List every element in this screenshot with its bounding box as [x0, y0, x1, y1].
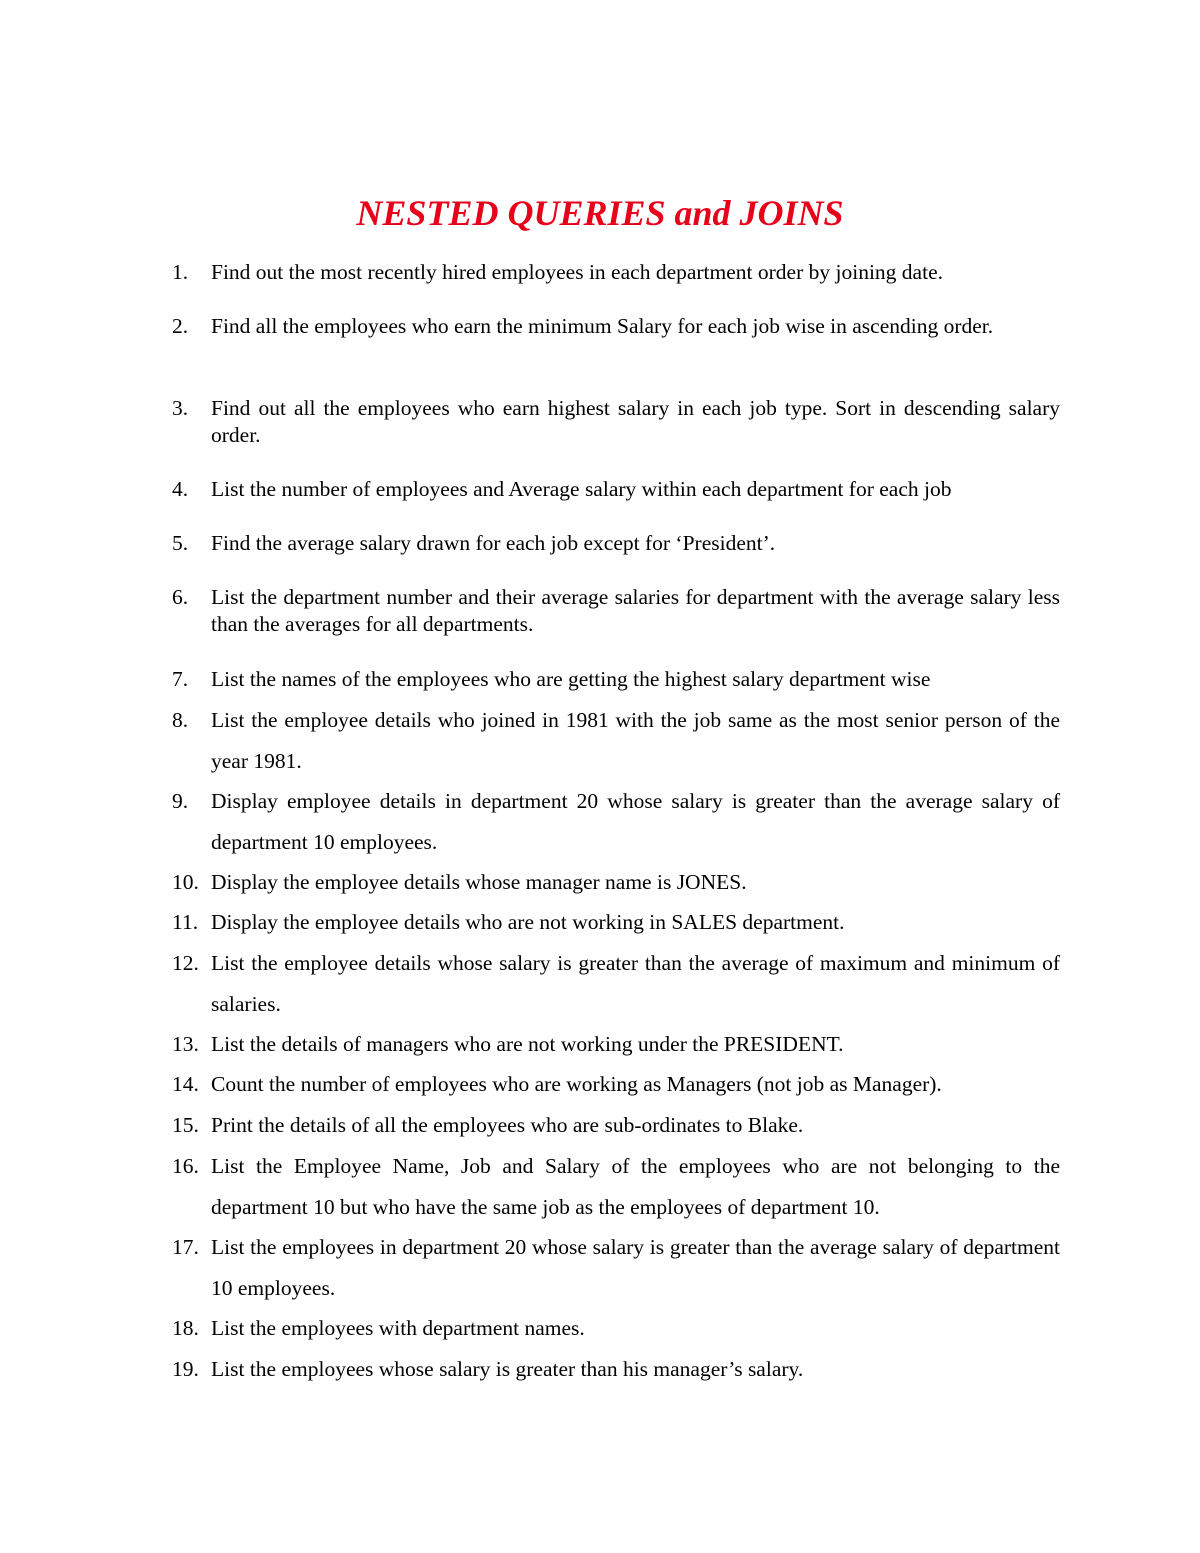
- list-item: [172, 395, 1060, 449]
- item-number: 18.: [172, 1316, 199, 1340]
- item-text: Find the average salary drawn for each job except for ‘President’.: [211, 531, 776, 555]
- list-item: [172, 1349, 1060, 1390]
- item-number: 4.: [172, 477, 189, 501]
- item-number: 16.: [172, 1154, 199, 1178]
- item-text: List the number of employees and Average salary within each department for each job: [211, 477, 952, 501]
- item-number: 7.: [172, 667, 189, 691]
- item-number: 14.: [172, 1072, 199, 1096]
- list-item: [172, 862, 1060, 903]
- item-text: Display employee details in department 20 whose salary is greater than the average salary of department 10 employees.: [211, 789, 1060, 854]
- item-number: 17.: [172, 1235, 199, 1259]
- list-item: [172, 781, 1060, 862]
- page-title: NESTED QUERIES and JOINS: [356, 193, 844, 233]
- list-item: [172, 943, 1060, 1024]
- list-item: [172, 313, 1060, 340]
- item-text: Find out the most recently hired employees in each department order by joining date.: [211, 260, 943, 284]
- list-item: [172, 1146, 1060, 1227]
- item-text: Display the employee details whose manager name is JONES.: [211, 870, 747, 894]
- list-item: [172, 902, 1060, 943]
- item-number: 2.: [172, 314, 189, 338]
- item-number: 1.: [172, 260, 189, 284]
- item-text: List the Employee Name, Job and Salary of the employees who are not belonging to the department 10 but who have the same job as the employees of department 10.: [211, 1154, 1060, 1219]
- list-item: [172, 259, 1060, 286]
- item-number: 11.: [172, 910, 199, 934]
- list-item: [172, 1227, 1060, 1308]
- item-text: Find all the employees who earn the minimum Salary for each job wise in ascending order.: [211, 314, 994, 338]
- list-item: [172, 700, 1060, 781]
- item-text: List the names of the employees who are getting the highest salary department wise: [211, 667, 931, 691]
- item-text: Find out all the employees who earn highest salary in each job type. Sort in descending salary order.: [211, 396, 1060, 447]
- item-text: Print the details of all the employees who are sub-ordinates to Blake.: [211, 1113, 804, 1137]
- item-number: 19.: [172, 1357, 199, 1381]
- item-number: 8.: [172, 708, 189, 732]
- item-text: List the employees in department 20 whose salary is greater than the average salary of department 10 employees.: [211, 1235, 1060, 1300]
- list-item: [172, 1105, 1060, 1146]
- item-number: 10.: [172, 870, 199, 894]
- item-text: List the employees with department names.: [211, 1316, 585, 1340]
- list-item: [172, 476, 1060, 503]
- item-text: List the department number and their average salaries for department with the average salary less than the averages for all departments.: [211, 585, 1060, 636]
- item-text: Display the employee details who are not working in SALES department.: [211, 910, 845, 934]
- item-text: List the employee details who joined in 1981 with the job same as the most senior person of the year 1981.: [211, 708, 1060, 773]
- item-number: 9.: [172, 789, 189, 813]
- list-item: [172, 1024, 1060, 1065]
- list-item: [172, 659, 1060, 700]
- item-text: Count the number of employees who are working as Managers (not job as Manager).: [211, 1072, 942, 1096]
- item-text: List the details of managers who are not working under the PRESIDENT.: [211, 1032, 844, 1056]
- item-number: 15.: [172, 1113, 199, 1137]
- item-number: 12.: [172, 951, 199, 975]
- list-item: [172, 530, 1060, 557]
- item-number: 6.: [172, 585, 189, 609]
- item-text: List the employees whose salary is greater than his manager’s salary.: [211, 1357, 804, 1381]
- list-item: [172, 1308, 1060, 1349]
- item-number: 3.: [172, 396, 189, 420]
- item-number: 5.: [172, 531, 189, 555]
- item-number: 13.: [172, 1032, 199, 1056]
- list-item: [172, 1064, 1060, 1105]
- item-text: List the employee details whose salary is greater than the average of maximum and minimum of salaries.: [211, 951, 1060, 1016]
- list-item: [172, 584, 1060, 638]
